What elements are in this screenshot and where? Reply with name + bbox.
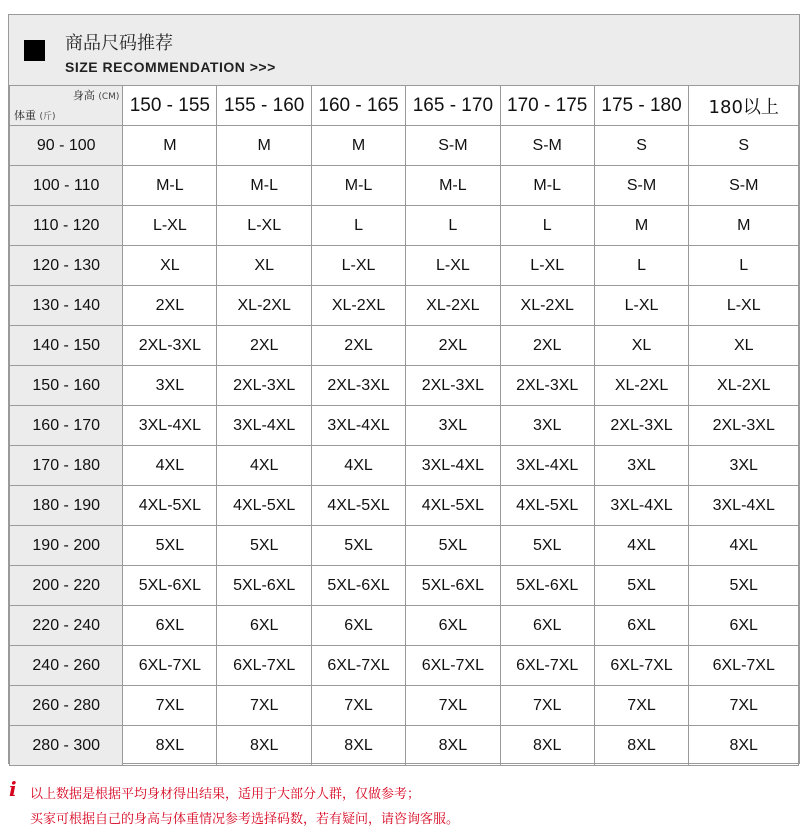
weight-header-cell: 190 - 200 [10, 526, 123, 566]
size-cell: S [594, 126, 689, 166]
size-cell: 6XL [312, 606, 406, 646]
weight-header-cell: 180 - 190 [10, 486, 123, 526]
weight-header-cell: 90 - 100 [10, 126, 123, 166]
size-cell: XL-2XL [217, 286, 312, 326]
size-cell: 5XL [123, 526, 217, 566]
height-header-cell: 175 - 180 [594, 86, 689, 126]
size-cell: 2XL-3XL [312, 366, 406, 406]
size-cell: S [689, 126, 799, 166]
size-cell: 3XL-4XL [312, 406, 406, 446]
table-row [10, 526, 799, 566]
size-cell: 8XL [500, 726, 594, 766]
table-row [10, 406, 799, 446]
weight-header-cell: 130 - 140 [10, 286, 123, 326]
size-cell: 3XL [405, 406, 500, 446]
size-cell: L-XL [123, 206, 217, 246]
size-cell: L [689, 246, 799, 286]
size-cell: 8XL [689, 726, 799, 766]
size-cell: 5XL [312, 526, 406, 566]
size-cell: 6XL-7XL [594, 646, 689, 686]
size-cell: 3XL-4XL [594, 486, 689, 526]
weight-header-cell: 110 - 120 [10, 206, 123, 246]
weight-header-cell: 280 - 300 [10, 726, 123, 766]
size-cell: 5XL-6XL [312, 566, 406, 606]
size-cell: XL [123, 246, 217, 286]
height-header-cell: 180以上 [689, 86, 799, 126]
size-cell: 4XL [217, 446, 312, 486]
size-cell: M [689, 206, 799, 246]
info-i-icon: i [9, 777, 17, 801]
size-cell: M-L [217, 166, 312, 206]
size-cell: 5XL-6XL [217, 566, 312, 606]
size-cell: 3XL-4XL [500, 446, 594, 486]
size-cell: M-L [123, 166, 217, 206]
size-cell: 6XL [689, 606, 799, 646]
header-square-icon [24, 40, 45, 61]
size-cell: 5XL [594, 566, 689, 606]
size-cell: L-XL [500, 246, 594, 286]
corner-weight-label [14, 107, 56, 123]
table-row [10, 446, 799, 486]
size-cell: 3XL-4XL [123, 406, 217, 446]
height-header-cell: 165 - 170 [405, 86, 500, 126]
size-cell: 4XL [123, 446, 217, 486]
size-cell: 4XL-5XL [217, 486, 312, 526]
header-band [9, 15, 799, 86]
size-cell: XL-2XL [689, 366, 799, 406]
size-cell: 5XL-6XL [405, 566, 500, 606]
size-cell: 6XL [405, 606, 500, 646]
table-row [10, 366, 799, 406]
size-cell: 7XL [594, 686, 689, 726]
size-cell: 7XL [217, 686, 312, 726]
size-cell: L-XL [217, 206, 312, 246]
size-cell: XL [217, 246, 312, 286]
table-row [10, 646, 799, 686]
weight-header-cell: 120 - 130 [10, 246, 123, 286]
size-cell: 2XL [500, 326, 594, 366]
size-cell: 6XL-7XL [689, 646, 799, 686]
size-cell: 4XL-5XL [312, 486, 406, 526]
note-line-1: 以上数据是根据平均身材得出结果，适用于大部分人群，仅做参考； [30, 787, 421, 802]
size-cell: 5XL [217, 526, 312, 566]
size-cell: 6XL [217, 606, 312, 646]
size-cell: 3XL-4XL [217, 406, 312, 446]
size-cell: S-M [594, 166, 689, 206]
size-cell: L [594, 246, 689, 286]
size-cell: 6XL-7XL [500, 646, 594, 686]
size-cell: 3XL [500, 406, 594, 446]
size-cell: XL [689, 326, 799, 366]
weight-header-cell: 260 - 280 [10, 686, 123, 726]
size-cell: 8XL [123, 726, 217, 766]
size-cell: 2XL-3XL [689, 406, 799, 446]
table-row [10, 606, 799, 646]
size-cell: 5XL [500, 526, 594, 566]
header-row [10, 86, 799, 126]
size-cell: 6XL-7XL [405, 646, 500, 686]
size-chart-frame [8, 14, 800, 764]
height-header-cell: 150 - 155 [123, 86, 217, 126]
size-cell: 8XL [312, 726, 406, 766]
size-cell: 6XL [123, 606, 217, 646]
table-row [10, 206, 799, 246]
table-row [10, 326, 799, 366]
table-row [10, 486, 799, 526]
size-cell: 7XL [500, 686, 594, 726]
size-cell: 2XL-3XL [500, 366, 594, 406]
note-line-2: 买家可根据自己的身高与体重情况参考选择码数，若有疑问，请咨询客服。 [30, 812, 460, 827]
size-cell: 4XL [312, 446, 406, 486]
size-cell: 5XL [689, 566, 799, 606]
size-cell: XL-2XL [594, 366, 689, 406]
corner-height-text: 身高 [72, 89, 95, 102]
size-cell: L-XL [689, 286, 799, 326]
corner-weight-unit: (斤) [39, 112, 56, 122]
size-cell: 6XL [594, 606, 689, 646]
size-cell: L [500, 206, 594, 246]
size-cell: 5XL-6XL [500, 566, 594, 606]
size-cell: M-L [405, 166, 500, 206]
size-cell: 3XL [123, 366, 217, 406]
size-cell: 7XL [405, 686, 500, 726]
size-cell: L [405, 206, 500, 246]
size-cell: XL [594, 326, 689, 366]
size-cell: M [123, 126, 217, 166]
weight-header-cell: 220 - 240 [10, 606, 123, 646]
size-cell: 4XL-5XL [123, 486, 217, 526]
size-cell: 2XL [312, 326, 406, 366]
size-cell: 4XL-5XL [500, 486, 594, 526]
size-cell: 2XL [405, 326, 500, 366]
size-cell: XL-2XL [405, 286, 500, 326]
weight-header-cell: 240 - 260 [10, 646, 123, 686]
size-cell: 4XL [594, 526, 689, 566]
weight-header-cell: 200 - 220 [10, 566, 123, 606]
size-cell: 4XL-5XL [405, 486, 500, 526]
size-table [9, 85, 799, 766]
table-row [10, 686, 799, 726]
size-cell: 2XL [123, 286, 217, 326]
size-cell: 2XL-3XL [123, 326, 217, 366]
weight-header-cell: 170 - 180 [10, 446, 123, 486]
size-cell: S-M [405, 126, 500, 166]
size-cell: 5XL [405, 526, 500, 566]
weight-header-cell: 100 - 110 [10, 166, 123, 206]
size-cell: 3XL-4XL [689, 486, 799, 526]
size-cell: 6XL-7XL [312, 646, 406, 686]
height-header-cell: 155 - 160 [217, 86, 312, 126]
weight-header-cell: 160 - 170 [10, 406, 123, 446]
weight-header-cell: 140 - 150 [10, 326, 123, 366]
size-cell: L-XL [594, 286, 689, 326]
size-cell: 8XL [405, 726, 500, 766]
weight-header-cell: 150 - 160 [10, 366, 123, 406]
height-header-cell: 170 - 175 [500, 86, 594, 126]
height-header-cell: 160 - 165 [312, 86, 406, 126]
corner-weight-text: 体重 [14, 109, 36, 122]
header-title-cn: 商品尺码推荐 [65, 33, 173, 54]
size-cell: 7XL [312, 686, 406, 726]
size-cell: XL-2XL [312, 286, 406, 326]
table-row [10, 166, 799, 206]
table-row [10, 246, 799, 286]
table-row [10, 726, 799, 766]
size-cell: 6XL-7XL [123, 646, 217, 686]
table-row [10, 286, 799, 326]
size-cell: 8XL [594, 726, 689, 766]
size-cell: 3XL [594, 446, 689, 486]
size-cell: S-M [500, 126, 594, 166]
corner-height-label [73, 87, 120, 103]
size-cell: 7XL [123, 686, 217, 726]
size-cell: L-XL [405, 246, 500, 286]
size-cell: 3XL-4XL [405, 446, 500, 486]
size-cell: XL-2XL [500, 286, 594, 326]
size-cell: 4XL [689, 526, 799, 566]
table-row [10, 566, 799, 606]
size-cell: 2XL [217, 326, 312, 366]
size-cell: M-L [312, 166, 406, 206]
size-cell: M [594, 206, 689, 246]
header-title-en: SIZE RECOMMENDATION >>> [65, 59, 276, 75]
size-cell: 2XL-3XL [594, 406, 689, 446]
size-cell: 5XL-6XL [123, 566, 217, 606]
size-cell: 7XL [689, 686, 799, 726]
size-cell: L [312, 206, 406, 246]
size-cell: M-L [500, 166, 594, 206]
corner-cell [10, 86, 123, 126]
size-cell: 2XL-3XL [217, 366, 312, 406]
size-cell: L-XL [312, 246, 406, 286]
size-cell: 8XL [217, 726, 312, 766]
size-cell: 6XL [500, 606, 594, 646]
corner-height-unit: (CM) [98, 92, 120, 102]
size-cell: M [217, 126, 312, 166]
table-row [10, 126, 799, 166]
size-cell: M [312, 126, 406, 166]
size-cell: 3XL [689, 446, 799, 486]
size-cell: 6XL-7XL [217, 646, 312, 686]
size-cell: 2XL-3XL [405, 366, 500, 406]
size-cell: S-M [689, 166, 799, 206]
